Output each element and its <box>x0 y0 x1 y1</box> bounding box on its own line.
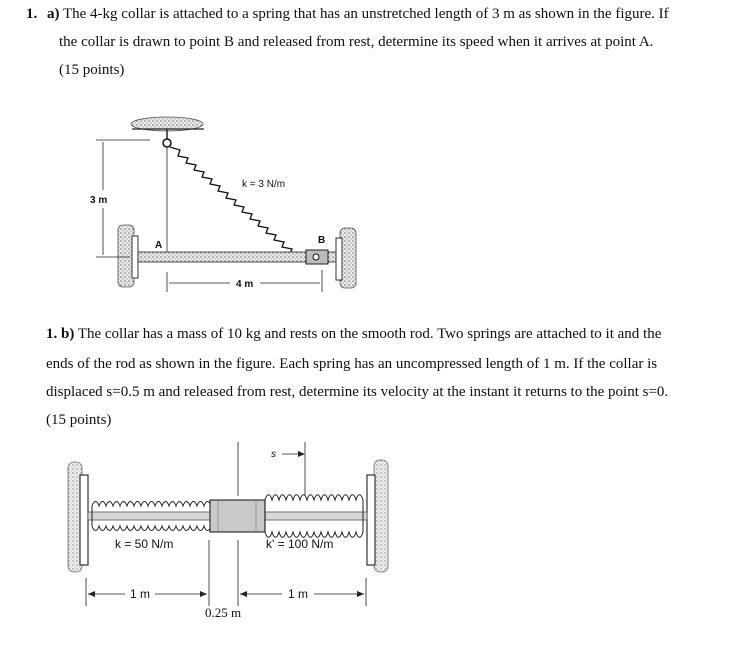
left-length-label: 1 m <box>130 587 151 601</box>
problem-b-part: 1. b) <box>46 326 75 342</box>
height-label: 3 m <box>90 195 108 206</box>
rod-b <box>88 512 367 520</box>
problem-a-line-1 <box>26 0 669 28</box>
pin-icon <box>163 139 171 147</box>
right-spring <box>265 495 363 538</box>
collar-b <box>306 250 328 264</box>
left-spring <box>92 502 211 531</box>
right-wall-b <box>374 460 388 572</box>
rod-a <box>136 252 346 262</box>
collar-b-block <box>210 500 265 532</box>
problem-a-text-1: The 4-kg collar is attached to a spring that has an unstretched length of 3 m as shown in the figure. If <box>62 6 669 22</box>
problem-a-points: (15 points) <box>59 62 125 78</box>
s-label: s <box>271 449 276 460</box>
problem-a-part: a) <box>47 6 60 22</box>
problem-a-line-2: the collar is drawn to point B and released from rest, determine its speed when it arrives at point A. <box>59 34 654 50</box>
ceiling-support <box>131 117 203 131</box>
right-wall-a <box>340 228 356 288</box>
left-wall-b <box>68 462 82 572</box>
collar-width-label: 0.25 m <box>205 605 242 620</box>
point-a-label: A <box>155 240 163 251</box>
problem-b-line-1 <box>46 320 661 348</box>
right-length-label: 1 m <box>288 587 309 601</box>
left-spring-label: k = 50 N/m <box>115 537 174 551</box>
problem-number: 1. <box>26 6 38 22</box>
point-b-label: B <box>318 235 326 246</box>
problem-b-points: (15 points) <box>46 412 112 428</box>
spring-a-label: k = 3 N/m <box>242 179 286 190</box>
left-wall-a <box>118 225 134 287</box>
problem-b-line-2: ends of the rod as shown in the figure. Each spring has an uncompressed length of 1 m. If the collar is <box>46 356 658 372</box>
problem-b-line-3: displaced s=0.5 m and released from rest, determine its velocity at the instant it returns to the point s=0. <box>46 384 669 400</box>
problem-b-text-1: The collar has a mass of 10 kg and rests on the smooth rod. Two springs are attached to it and the <box>77 326 662 342</box>
right-spring-label: k' = 100 N/m <box>266 537 334 551</box>
spring-a <box>170 147 312 262</box>
length-label: 4 m <box>236 279 254 290</box>
